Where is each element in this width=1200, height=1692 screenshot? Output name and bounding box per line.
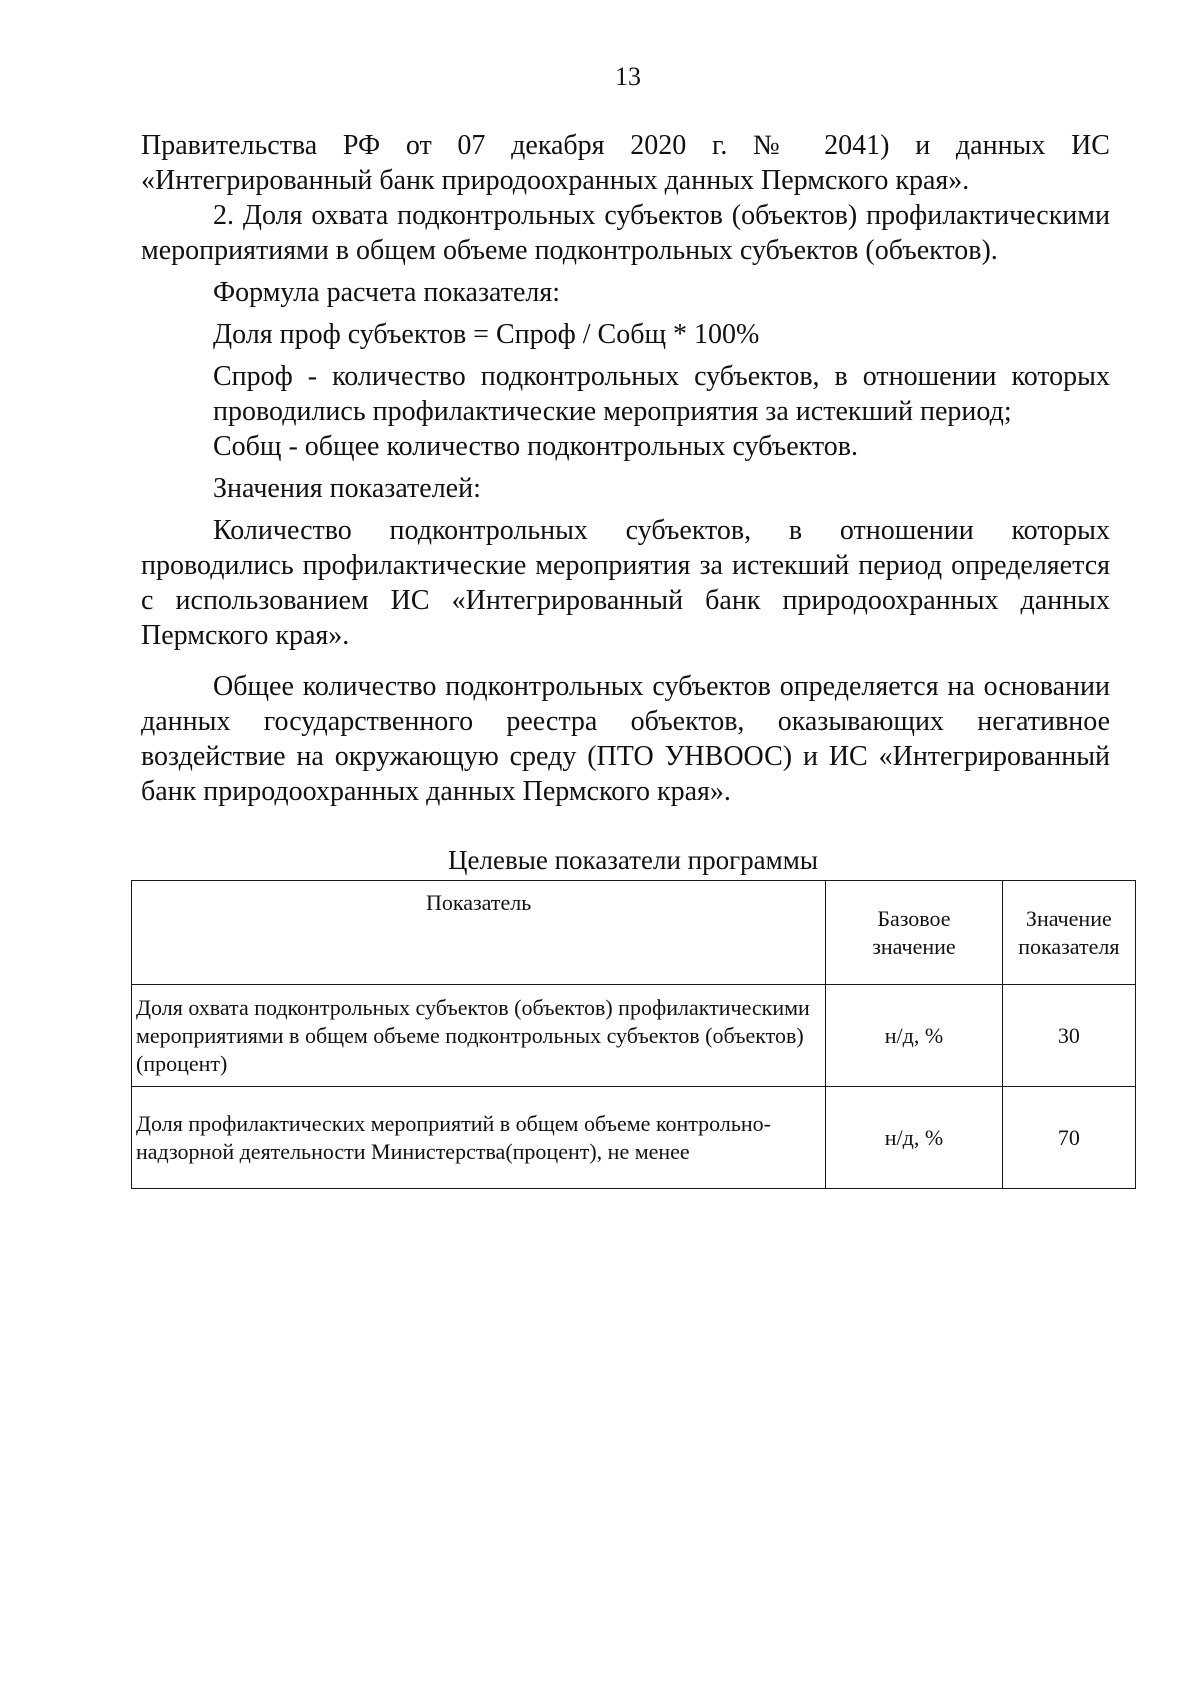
header-base-line1: Базовое xyxy=(877,905,951,931)
row-indicator-name: Доля профилактических мероприятий в общем объеме контрольно-надзорной деятельности Министерства(процент), не менее xyxy=(132,1087,826,1189)
row-target-value: 30 xyxy=(1002,985,1135,1087)
header-indicator: Показатель xyxy=(132,881,826,985)
paragraph-sobsch-definition: Собщ - общее количество подконтрольных субъектов. xyxy=(213,431,858,462)
page-number: 13 xyxy=(615,62,641,91)
header-target-value xyxy=(1002,881,1135,985)
row-target-value: 70 xyxy=(1002,1087,1135,1189)
row-base-value: н/д, % xyxy=(826,1087,1002,1189)
paragraph-values-heading: Значения показателей: xyxy=(213,473,481,504)
paragraph-count-source: Количество подконтрольных субъектов, в отношении которых проводились профилактические мероприятия за истекший период определяется с использованием ИС «Интегрированный банк природоохранных данных Пермского края». xyxy=(141,515,1110,651)
header-base-line2: значение xyxy=(872,933,956,959)
row-indicator-name: Доля охвата подконтрольных субъектов (объектов) профилактическими мероприятиями в общем объеме подконтрольных субъектов (объектов) (процент) xyxy=(132,985,826,1087)
paragraph-formula: Доля проф субъектов = Спроф / Собщ * 100% xyxy=(213,319,760,350)
row-base-value: н/д, % xyxy=(826,985,1002,1087)
paragraph-formula-heading: Формула расчета показателя: xyxy=(213,277,561,308)
header-value-line2: показателя xyxy=(1018,933,1120,959)
table-row xyxy=(132,985,1136,1087)
table-row xyxy=(132,1087,1136,1189)
paragraph-indicator-2-title: 2. Доля охвата подконтрольных субъектов (объектов) профилактическими мероприятиями в общем объеме подконтрольных субъектов (объектов). xyxy=(141,200,1110,266)
paragraph-total-source: Общее количество подконтрольных субъектов определяется на основании данных государственного реестра объектов, оказывающих негативное воздействие на окружающую среду (ПТО УНВООС) и ИС «Интегрированный банк природоохранных данных Пермского края». xyxy=(141,671,1110,807)
paragraph-regulation-reference: Правительства РФ от 07 декабря 2020 г. № 2041) и данных ИС «Интегрированный банк природоохранных данных Пермского края». xyxy=(141,130,1110,196)
paragraph-sprof-definition: Спроф - количество подконтрольных субъектов, в отношении которых проводились профилактические мероприятия за истекший период; xyxy=(213,361,1110,427)
header-base-value xyxy=(826,881,1002,985)
table-header-row xyxy=(132,881,1136,985)
indicators-table xyxy=(131,880,1136,1189)
header-value-line1: Значение xyxy=(1025,905,1112,931)
body-text xyxy=(141,128,1110,809)
table-title: Целевые показатели программы xyxy=(448,845,818,875)
